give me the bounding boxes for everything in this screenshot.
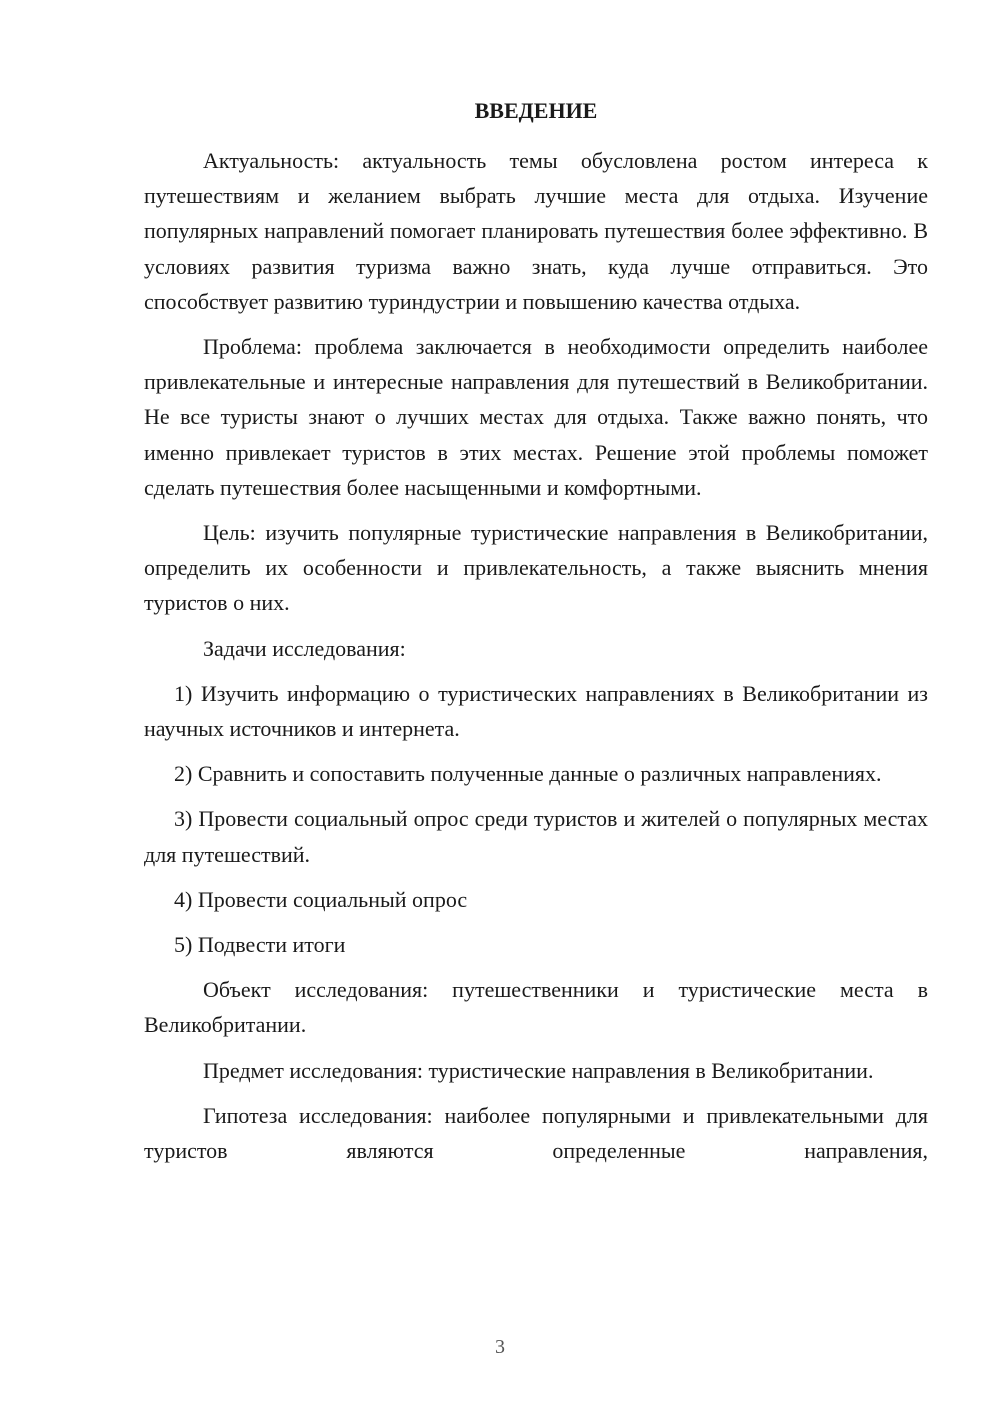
task-item-2: 2) Сравнить и сопоставить полученные данные о различных направлениях. (174, 761, 882, 787)
task-item-3: 3) Провести социальный опрос среди туристов и жителей о популярных местах для путешествий. (144, 806, 928, 867)
paragraph-hypothesis: Гипотеза исследования: наиболее популярными и привлекательными для туристов являются определенные направления, (144, 1102, 928, 1164)
paragraph-relevance: Актуальность: актуальность темы обусловлена ростом интереса к путешествиям и желанием выбрать лучшие места для отдыха. Изучение популярных направлений помогает планировать путешествия более эффективно. В условиях развития туризма важно знать, куда лучше отправиться. Это способствует развитию туриндустрии и повышению качества отдыха. (144, 148, 928, 314)
task-item-4: 4) Провести социальный опрос (174, 886, 468, 912)
page-number: 3 (495, 1336, 505, 1358)
paragraph-subject: Предмет исследования: туристические направления в Великобритании. (203, 1057, 874, 1083)
paragraph-problem: Проблема: проблема заключается в необходимости определить наиболее привлекательные и интересные направления для путешествий в Великобритании. Не все туристы знают о лучших местах для отдыха. Также важно понять, что именно привлекает туристов в этих местах. Решение этой проблемы поможет сделать путешествия более насыщенными и комфортными. (144, 334, 928, 500)
task-item-1: 1) Изучить информацию о туристических направлениях в Великобритании из научных источников и интернета. (144, 680, 928, 742)
tasks-heading: Задачи исследования: (203, 635, 406, 661)
paragraph-goal: Цель: изучить популярные туристические направления в Великобритании, определить их особенности и привлекательность, а также выяснить мнения туристов о них. (144, 520, 928, 616)
page-title: ВВЕДЕНИЕ (474, 98, 598, 123)
body-text (144, 143, 928, 1168)
paragraph-object: Объект исследования: путешественники и туристические места в Великобритании. (144, 977, 928, 1038)
task-item-5: 5) Подвести итоги (174, 932, 346, 958)
